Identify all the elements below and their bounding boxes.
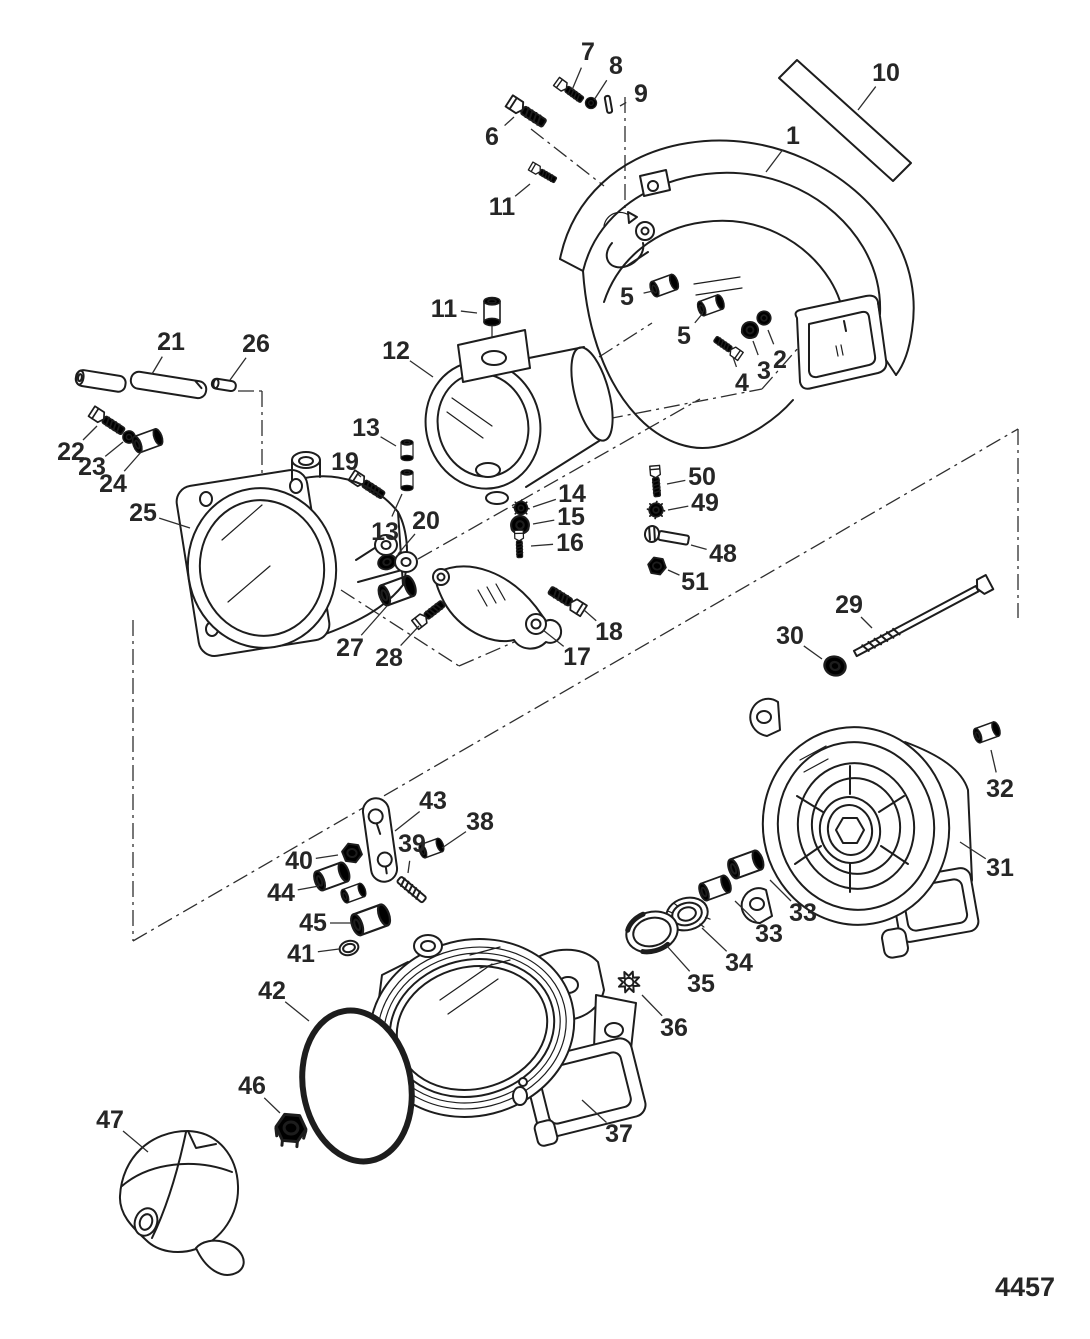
part-46-nut (274, 1114, 307, 1148)
callout-31: 31 (986, 854, 1014, 882)
callout-43: 43 (419, 787, 447, 815)
part-44-fitting (312, 861, 352, 892)
callout-38: 38 (466, 808, 494, 836)
axis-line (238, 391, 262, 484)
leader-line-28 (401, 626, 419, 646)
callout-41: 41 (287, 940, 315, 968)
callout-1: 1 (786, 122, 800, 150)
leader-line-22 (83, 426, 97, 440)
callout-5: 5 (620, 283, 634, 311)
callout-11: 11 (430, 295, 458, 323)
callout-13: 13 (352, 414, 380, 442)
leader-line-13 (392, 494, 402, 516)
part-1-cover (560, 140, 914, 448)
callout-51: 51 (681, 568, 709, 596)
callout-19: 19 (331, 448, 359, 476)
leader-line-5 (695, 313, 703, 323)
part-33-sleeve (726, 849, 766, 880)
part-12-ring-housing (412, 330, 621, 504)
callout-26: 26 (242, 330, 270, 358)
leader-line-3 (753, 341, 758, 355)
callout-11: 11 (488, 193, 516, 221)
callout-37: 37 (605, 1120, 633, 1148)
leader-line-46 (264, 1098, 280, 1113)
leader-line-1 (766, 150, 783, 172)
part-2-washer (756, 310, 773, 327)
callout-9: 9 (634, 80, 648, 108)
callout-4: 4 (735, 369, 749, 397)
callout-20: 20 (412, 507, 440, 535)
leader-line-11 (515, 184, 530, 196)
callout-32: 32 (986, 775, 1014, 803)
leader-line-30 (804, 646, 822, 659)
part-32-plug (972, 721, 1002, 744)
leader-line-11 (461, 311, 477, 313)
callout-46: 46 (238, 1072, 266, 1100)
leader-line-42 (285, 1002, 309, 1021)
part-18-screw (547, 585, 587, 617)
leader-line-48 (691, 545, 707, 549)
part-48-pin (644, 525, 690, 548)
callout-44: 44 (267, 879, 295, 907)
callout-15: 15 (557, 503, 585, 531)
callout-49: 49 (691, 489, 719, 517)
callout-47: 47 (96, 1106, 124, 1134)
leader-line-21 (152, 357, 162, 374)
part-44-fitting-tip (340, 882, 368, 904)
leader-line-10 (858, 87, 876, 110)
part-26-pin (211, 378, 236, 392)
callout-33: 33 (789, 899, 817, 927)
callout-48: 48 (709, 540, 737, 568)
leader-line-39 (408, 861, 410, 873)
part-21-tube (130, 371, 208, 400)
callout-3: 3 (757, 357, 771, 385)
part-5-mount (648, 273, 680, 298)
part-21-tube (75, 369, 127, 393)
leader-line-36 (642, 995, 662, 1016)
callout-24: 24 (99, 470, 127, 498)
callout-12: 12 (382, 337, 410, 365)
part-3-spacer (740, 320, 760, 340)
part-45-bushing (349, 903, 393, 937)
part-13-grommet (401, 440, 413, 461)
leader-line-44 (298, 886, 319, 890)
part-7-screw (554, 77, 586, 104)
leader-line-15 (533, 520, 554, 524)
callout-8: 8 (609, 52, 623, 80)
part-33-sleeve (697, 874, 733, 902)
callout-13: 13 (371, 518, 399, 546)
part-50-stud (650, 465, 662, 497)
part-51-nut (647, 557, 667, 576)
callout-29: 29 (835, 591, 863, 619)
callout-25: 25 (129, 499, 157, 527)
part-4-screw (712, 335, 743, 361)
callout-45: 45 (299, 909, 327, 937)
part-11-bushing (484, 298, 500, 326)
leader-line-12 (410, 361, 433, 377)
callout-16: 16 (556, 529, 584, 557)
part-24-bushing (131, 428, 165, 454)
callout-17: 17 (563, 643, 591, 671)
leader-line-40 (316, 855, 338, 858)
part-6-screw (506, 95, 548, 129)
part-14-lockwasher (513, 500, 529, 516)
leader-line-26 (230, 358, 246, 380)
part-40-nut (341, 843, 363, 863)
callout-14: 14 (558, 480, 586, 508)
leader-line-51 (668, 570, 679, 575)
leader-line-16 (531, 544, 553, 546)
part-25-housing (174, 452, 417, 659)
leader-line-43 (395, 812, 420, 831)
callout-6: 6 (485, 123, 499, 151)
leader-line-47 (123, 1131, 148, 1152)
callout-5: 5 (677, 322, 691, 350)
part-39-stud (396, 876, 426, 903)
part-16-screw (515, 530, 525, 558)
leader-line-24 (124, 451, 142, 471)
part-36-star-washer (615, 968, 643, 996)
callout-33: 33 (755, 920, 783, 948)
part-41-oring (338, 939, 360, 957)
callout-27: 27 (336, 634, 364, 662)
callout-18: 18 (595, 618, 623, 646)
part-43-anode-plate (361, 797, 398, 884)
part-22-screw (88, 406, 126, 436)
drawing-part-number: 4457 (994, 1272, 1056, 1302)
leader-line-6 (505, 117, 514, 126)
part-28-screw (412, 599, 447, 629)
part-13-grommet (401, 470, 413, 491)
callout-36: 36 (660, 1014, 688, 1042)
leader-line-34 (702, 928, 727, 951)
callout-50: 50 (688, 463, 716, 491)
callout-28: 28 (375, 644, 403, 672)
callout-40: 40 (285, 847, 313, 875)
leader-line-13 (381, 437, 396, 446)
part-9-pin (605, 96, 613, 114)
callout-2: 2 (773, 346, 787, 374)
leader-line-50 (667, 480, 685, 484)
callout-42: 42 (258, 977, 286, 1005)
leader-line-2 (768, 330, 774, 344)
leader-line-41 (318, 949, 339, 952)
callout-22: 22 (57, 438, 85, 466)
part-30-washer (822, 654, 848, 679)
leader-line-38 (442, 832, 466, 848)
leader-line-14 (533, 499, 556, 507)
leader-line-23 (105, 442, 123, 456)
callout-21: 21 (157, 328, 185, 356)
callout-35: 35 (687, 970, 715, 998)
part-47-impeller (120, 1131, 244, 1275)
leader-line-49 (668, 506, 688, 510)
parts-artwork (75, 60, 1002, 1275)
part-17-bracket (433, 566, 561, 648)
leader-line-32 (991, 750, 996, 772)
leader-line-35 (667, 946, 690, 971)
callout-39: 39 (398, 830, 426, 858)
leader-line-7 (572, 68, 581, 90)
axis-line (531, 129, 604, 186)
callout-30: 30 (776, 622, 804, 650)
callout-34: 34 (725, 949, 753, 977)
callout-23: 23 (78, 453, 106, 481)
part-11-fitting (528, 162, 557, 184)
part-5-mount (696, 294, 726, 317)
callout-10: 10 (872, 59, 900, 87)
callout-7: 7 (581, 38, 595, 66)
part-29-bolt (852, 575, 994, 660)
part-49-lockwasher (648, 502, 665, 519)
